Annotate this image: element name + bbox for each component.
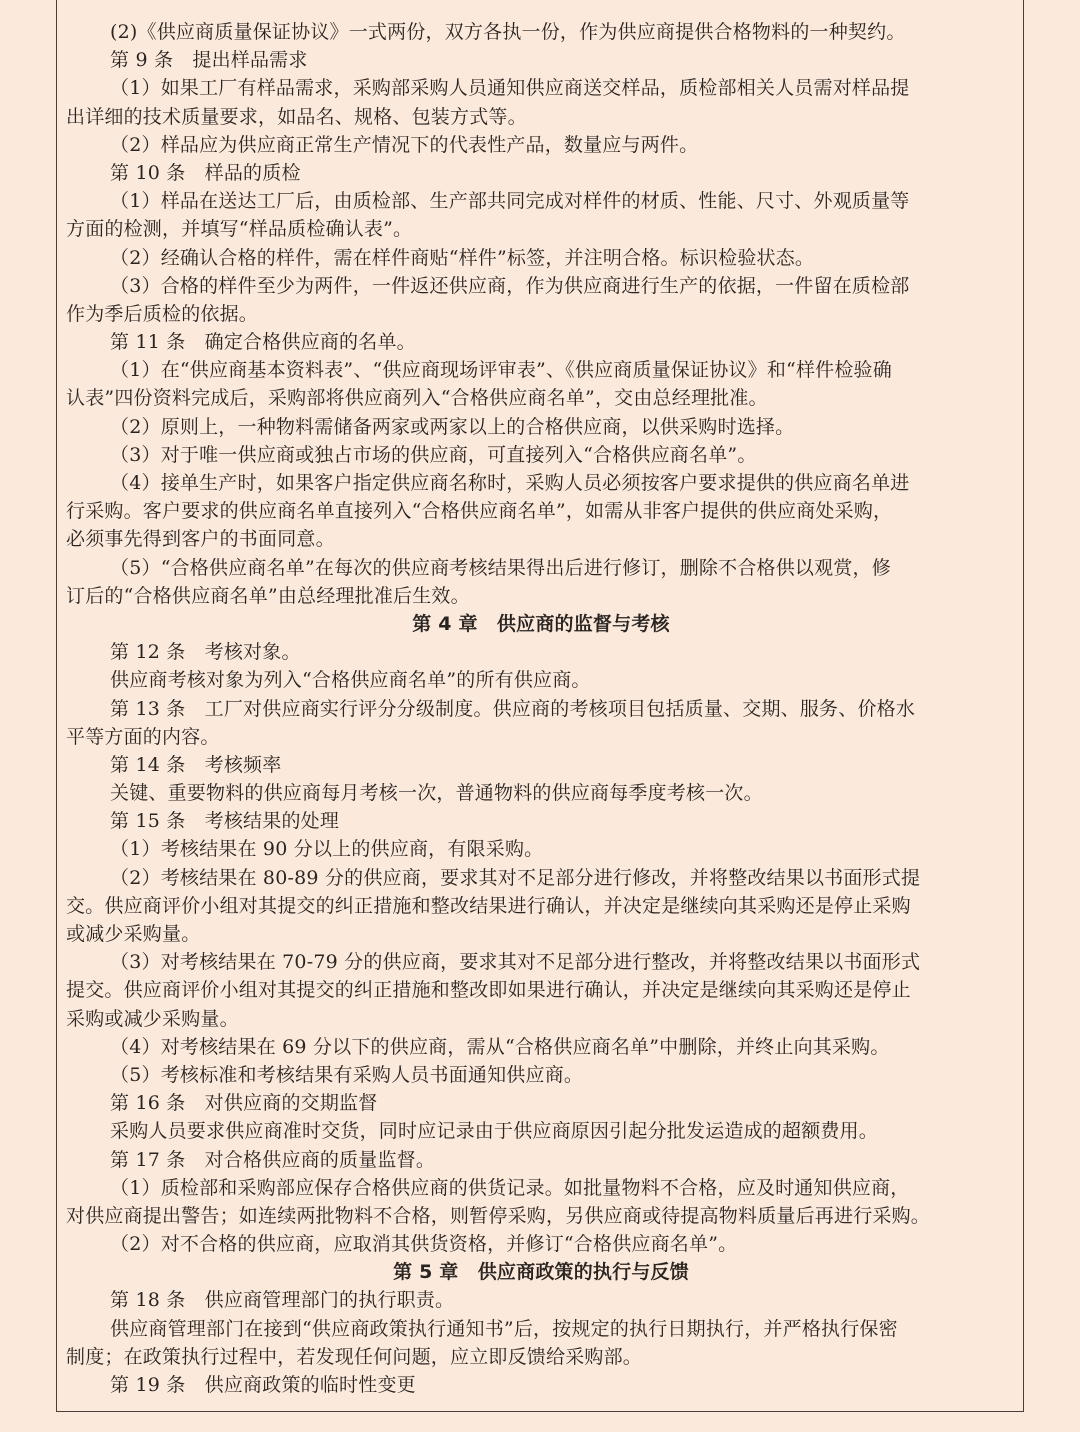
article-heading: 第 10 条 样品的质检: [110, 161, 301, 184]
text-line: 关键、重要物料的供应商每月考核一次，普通物料的供应商每季度考核一次。: [110, 782, 763, 805]
article-heading: 第 15 条 考核结果的处理: [110, 810, 340, 833]
text-line: 平等方面的内容。: [66, 725, 220, 748]
chapter-heading: 第 5 章 供应商政策的执行与反馈: [393, 1261, 689, 1284]
article-heading: 第 19 条 供应商政策的临时性变更: [110, 1374, 416, 1396]
text-line: 必须事先得到客户的书面同意。: [66, 528, 335, 551]
chapter-heading: 第 4 章 供应商的监督与考核: [412, 612, 670, 635]
text-line: （3）对考核结果在 70-79 分的供应商，要求其对不足部分进行整改，并将整改结果以书面形式: [110, 951, 921, 974]
text-line: （1）质检部和采购部应保存合格供应商的供货记录。如批量物料不合格，应及时通知供应商，: [110, 1176, 910, 1199]
text-line: 订后的“合格供应商名单”由总经理批准后生效。: [66, 584, 470, 607]
text-line: （2）原则上，一种物料需储备两家或两家以上的合格供应商，以供采购时选择。: [110, 415, 795, 438]
text-line: 方面的检测，并填写“样品质检确认表”。: [66, 218, 413, 241]
text-line: （2）考核结果在 80-89 分的供应商，要求其对不足部分进行修改，并将整改结果以书面形式提: [110, 866, 921, 889]
text-line: 或减少采购量。: [66, 923, 201, 945]
text-line: 制度；在政策执行过程中，若发现任何问题，应立即反馈给采购部。: [66, 1345, 643, 1368]
text-line: 作为季后质检的依据。: [66, 302, 259, 325]
text-line: 出详细的技术质量要求，如品名、规格、包装方式等。: [66, 105, 527, 128]
article-heading: 第 18 条 供应商管理部门的执行职责。: [110, 1289, 455, 1312]
text-line: （3）对于唯一供应商或独占市场的供应商，可直接列入“合格供应商名单”。: [110, 443, 757, 466]
text-line: 交。供应商评价小组对其提交的纠正措施和整改结果进行确认，并决定是继续向其采购还是停止采购: [66, 894, 911, 917]
text-line: （5）考核标准和考核结果有采购人员书面通知供应商。: [110, 1063, 584, 1086]
article-heading: 第 14 条 考核频率: [110, 753, 282, 776]
text-line: （4）对考核结果在 69 分以下的供应商，需从“合格供应商名单”中删除，并终止向其采购。: [110, 1035, 890, 1058]
article-heading: 第 17 条 对合格供应商的质量监督。: [110, 1148, 436, 1171]
text-line: 认表”四份资料完成后，采购部将供应商列入“合格供应商名单”，交由总经理批准。: [66, 387, 768, 410]
article-heading: 第 11 条 确定合格供应商的名单。: [110, 331, 416, 354]
text-line: （1）如果工厂有样品需求，采购部采购人员通知供应商送交样品，质检部相关人员需对样品提: [110, 77, 910, 100]
article-heading: 第 9 条 提出样品需求: [110, 49, 308, 72]
text-line: （4）接单生产时，如果客户指定供应商名称时，采购人员必须按客户要求提供的供应商名单进: [110, 472, 910, 494]
text-line: 行采购。客户要求的供应商名单直接列入“合格供应商名单”，如需从非客户提供的供应商处采购，: [66, 500, 893, 523]
article-heading: 第 16 条 对供应商的交期监督: [110, 1092, 378, 1115]
text-line: （2）经确认合格的样件，需在样件商贴“样件”标签，并注明合格。标识检验状态。: [110, 246, 815, 269]
text-line: 提交。供应商评价小组对其提交的纠正措施和整改即如果进行确认，并决定是继续向其采购还是停止: [66, 979, 911, 1002]
text-line: （3）合格的样件至少为两件，一件返还供应商，作为供应商进行生产的依据，一件留在质检部: [110, 274, 910, 297]
text-line: （2）对不合格的供应商，应取消其供货资格，并修订“合格供应商名单”。: [110, 1233, 738, 1256]
document-body: [66, 18, 1016, 1399]
text-line: (2)《供应商质量保证协议》一式两份，双方各执一份，作为供应商提供合格物料的一种契约。: [110, 21, 906, 43]
article-heading: 第 13 条 工厂对供应商实行评分分级制度。供应商的考核项目包括质量、交期、服务、价格水: [110, 697, 916, 720]
text-line: （1）样品在送达工厂后，由质检部、生产部共同完成对样件的材质、性能、尺寸、外观质量等: [110, 190, 910, 213]
text-line: （1）考核结果在 90 分以上的供应商，有限采购。: [110, 838, 544, 861]
text-line: 采购或减少采购量。: [66, 1007, 239, 1030]
text-line: （2）样品应为供应商正常生产情况下的代表性产品，数量应与两件。: [110, 133, 699, 156]
text-line: 对供应商提出警告；如连续两批物料不合格，则暂停采购，另供应商或待提高物料质量后再进行采购。: [66, 1204, 931, 1227]
text-line: 供应商考核对象为列入“合格供应商名单”的所有供应商。: [110, 669, 591, 692]
text-line: 采购人员要求供应商准时交货，同时应记录由于供应商原因引起分批发运造成的超额费用。: [110, 1120, 879, 1143]
text-line: （1）在“供应商基本资料表”、“供应商现场评审表”、《供应商质量保证协议》和“样件检验确: [110, 359, 892, 382]
article-heading: 第 12 条 考核对象。: [110, 641, 301, 664]
text-line: （5）“合格供应商名单”在每次的供应商考核结果得出后进行修订，删除不合格供以观赏，修: [110, 556, 891, 579]
text-line: 供应商管理部门在接到“供应商政策执行通知书”后，按规定的执行日期执行，并严格执行保密: [110, 1317, 898, 1340]
